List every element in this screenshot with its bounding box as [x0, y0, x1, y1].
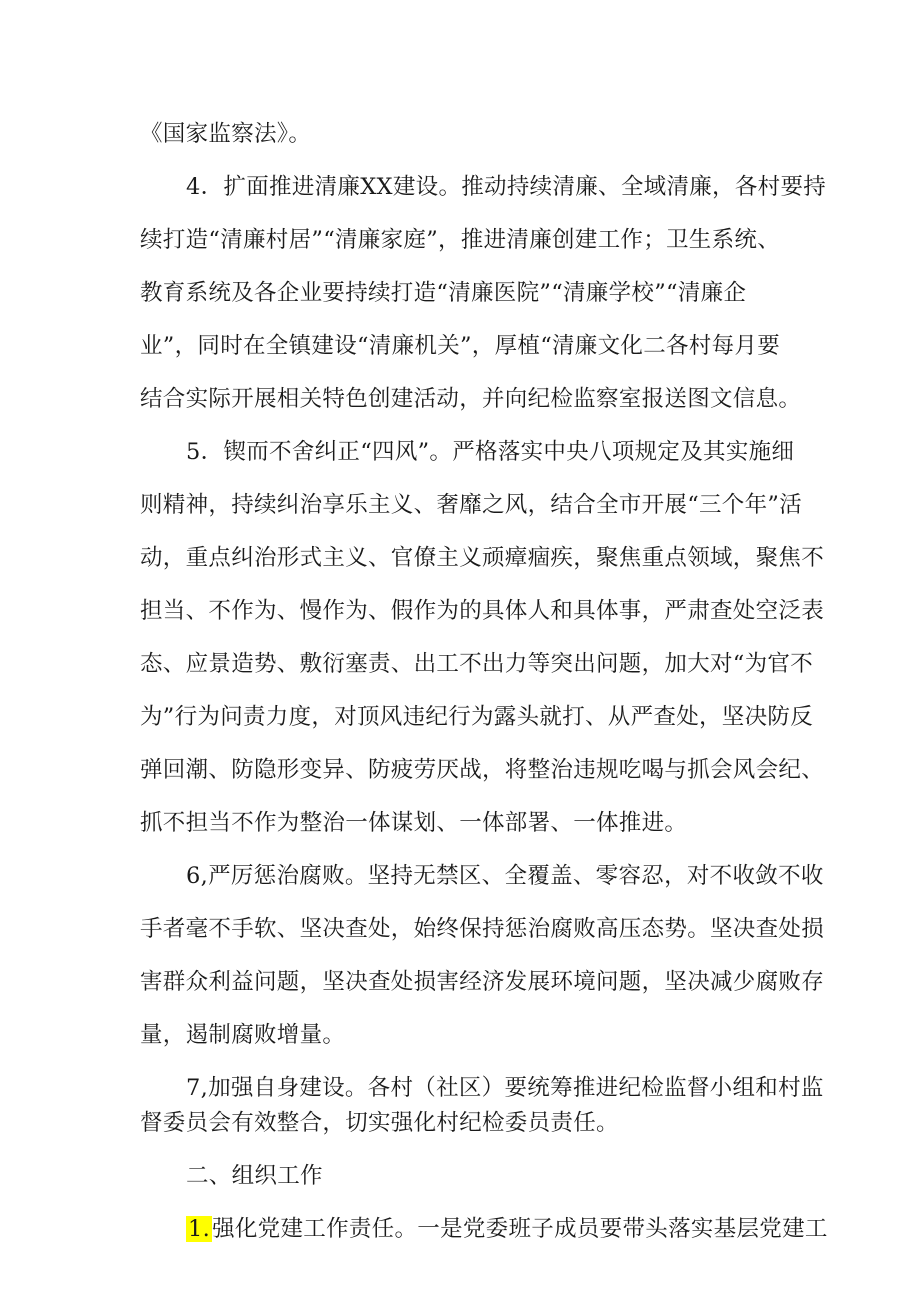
text-line: 则精神，持续纠治享乐主义、奢靡之风，结合全市开展“三个年”活	[140, 492, 803, 518]
text-line: 督委员会有效整合，切实强化村纪检委员责任。	[140, 1110, 619, 1136]
text-line	[186, 1214, 828, 1244]
text-line: 害群众利益问题，坚决查处损害经济发展环境问题，坚决减少腐败存	[140, 969, 825, 995]
text-line: 手者毫不手软、坚决查处，始终保持惩治腐败高压态势。坚决查处损	[140, 916, 825, 942]
text-line: 《国家监察法》。	[140, 121, 312, 147]
text-line: 4．扩面推进清廉XX建设。推动持续清廉、全域清廉，各村要持	[186, 174, 827, 200]
text-line: 教育系统及各企业要持续打造“清廉医院”“清廉学校”“清廉企	[140, 280, 747, 306]
text-line: 动，重点纠治形式主义、官僚主义顽瘴痼疾，聚焦重点领域，聚焦不	[140, 545, 825, 571]
text-line: 结合实际开展相关特色创建活动，并向纪检监察室报送图文信息。	[140, 386, 802, 412]
highlighted-number: 1.	[188, 1216, 211, 1242]
text-line-content: 强化党建工作责任。一是党委班子成员要带头落实基层党建工	[212, 1216, 828, 1242]
text-line: 弹回潮、防隐形变异、防疲劳厌战，将整治违规吃喝与抓会风会纪、	[140, 757, 825, 783]
text-line: 量，遏制腐败增量。	[140, 1022, 346, 1048]
text-line: 续打造“清廉村居”“清廉家庭”，推进清廉创建工作；卫生系统、	[140, 227, 781, 253]
section-heading: 二、组织工作	[186, 1163, 323, 1189]
text-line: 业”，同时在全镇建设“清廉机关”，厚植“清廉文化二各村每月要	[140, 333, 781, 359]
text-line: 6,严厉惩治腐败。坚持无禁区、全覆盖、零容忍，对不收敛不收	[186, 863, 824, 889]
text-line: 担当、不作为、慢作为、假作为的具体人和具体事，严肃查处空泛表	[140, 598, 825, 624]
text-line: 5．锲而不舍纠正“四风”。严格落实中央八项规定及其实施细	[186, 439, 795, 465]
text-line: 为”行为问责力度，对顶风违纪行为露头就打、从严查处，坚决防反	[140, 704, 814, 730]
text-line: 7,加强自身建设。各村（社区）要统筹推进纪检监督小组和村监	[186, 1075, 824, 1101]
text-line: 抓不担当不作为整治一体谋划、一体部署、一体推进。	[140, 810, 688, 836]
text-line: 态、应景造势、敷衍塞责、出工不出力等突出问题，加大对“为官不	[140, 651, 814, 677]
